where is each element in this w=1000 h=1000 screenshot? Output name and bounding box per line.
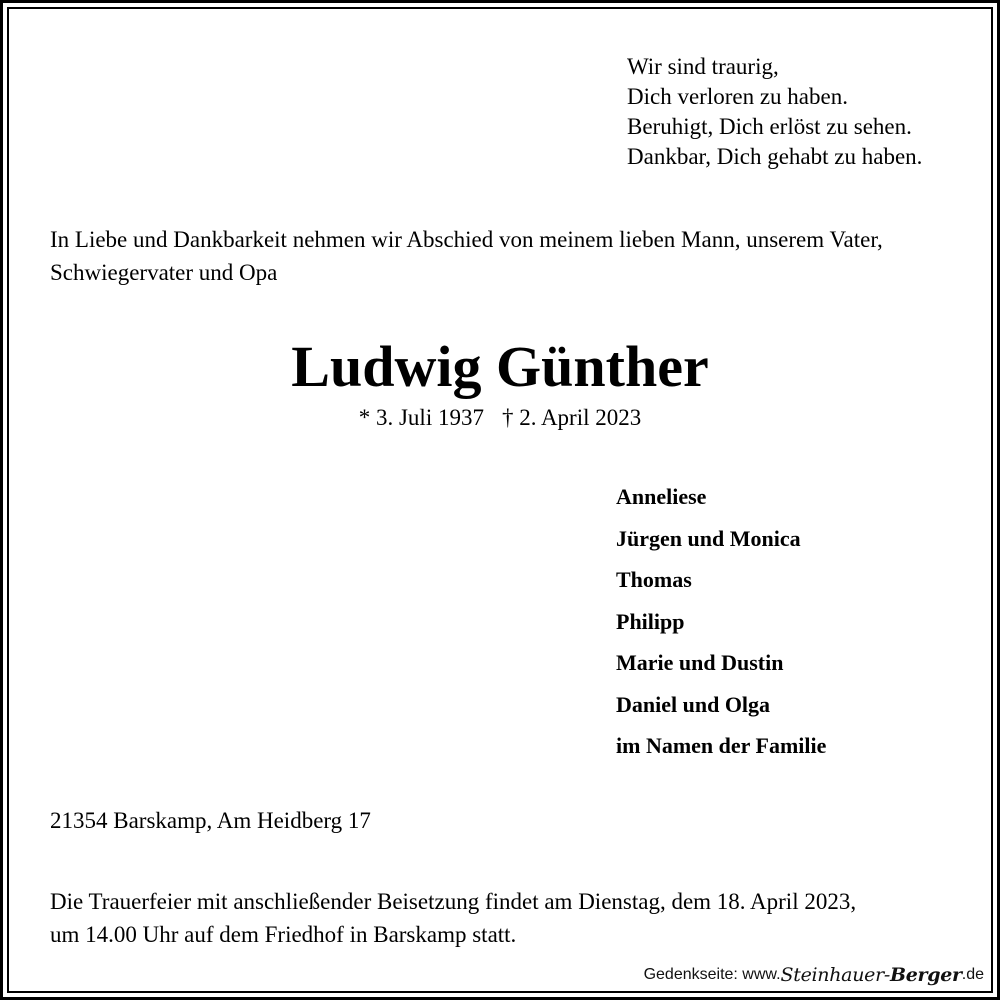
brand-part1: Steinhauer — [780, 964, 884, 986]
service-info — [50, 885, 856, 951]
address: 21354 Barskamp, Am Heidberg 17 — [50, 808, 371, 833]
mourner-name: im Namen der Familie — [616, 733, 827, 758]
service-line: um 14.00 Uhr auf dem Friedhof in Barskamp statt. — [50, 922, 517, 947]
memorial-page-link[interactable] — [638, 958, 988, 986]
mourner-name: Marie und Dustin — [616, 650, 784, 675]
mourner-name: Jürgen und Monica — [616, 525, 801, 551]
intro-line: In Liebe und Dankbarkeit nehmen wir Abschied von meinem lieben Mann, unserem Vater, — [50, 227, 883, 252]
life-dates — [0, 403, 1000, 433]
footer-label: Gedenkseite: www. — [643, 966, 781, 983]
poem-line: Wir sind traurig, — [627, 54, 779, 79]
brand-dash: - — [883, 964, 890, 986]
footer-tld: .de — [961, 966, 984, 983]
mourner-name: Thomas — [616, 567, 692, 592]
mourner-name: Anneliese — [616, 484, 707, 509]
death-date: † 2. April 2023 — [501, 405, 642, 430]
poem-line: Dankbar, Dich gehabt zu haben. — [627, 144, 923, 169]
poem-line: Beruhigt, Dich erlöst zu sehen. — [627, 114, 912, 139]
intro-line: Schwiegervater und Opa — [50, 260, 278, 285]
service-line: Die Trauerfeier mit anschließender Beisetzung findet am Dienstag, dem 18. April 2023, — [50, 889, 857, 914]
brand-logo — [781, 964, 962, 986]
mourner-name: Daniel und Olga — [616, 691, 771, 717]
birth-date: * 3. Juli 1937 — [358, 405, 484, 430]
poem — [627, 52, 922, 172]
mourner-name: Philipp — [616, 608, 685, 634]
intro-text — [50, 223, 970, 289]
poem-line: Dich verloren zu haben. — [627, 84, 848, 109]
brand-part2: Berger — [890, 964, 962, 986]
mourners-list — [616, 476, 826, 767]
deceased-name: Ludwig Günther — [291, 334, 709, 399]
